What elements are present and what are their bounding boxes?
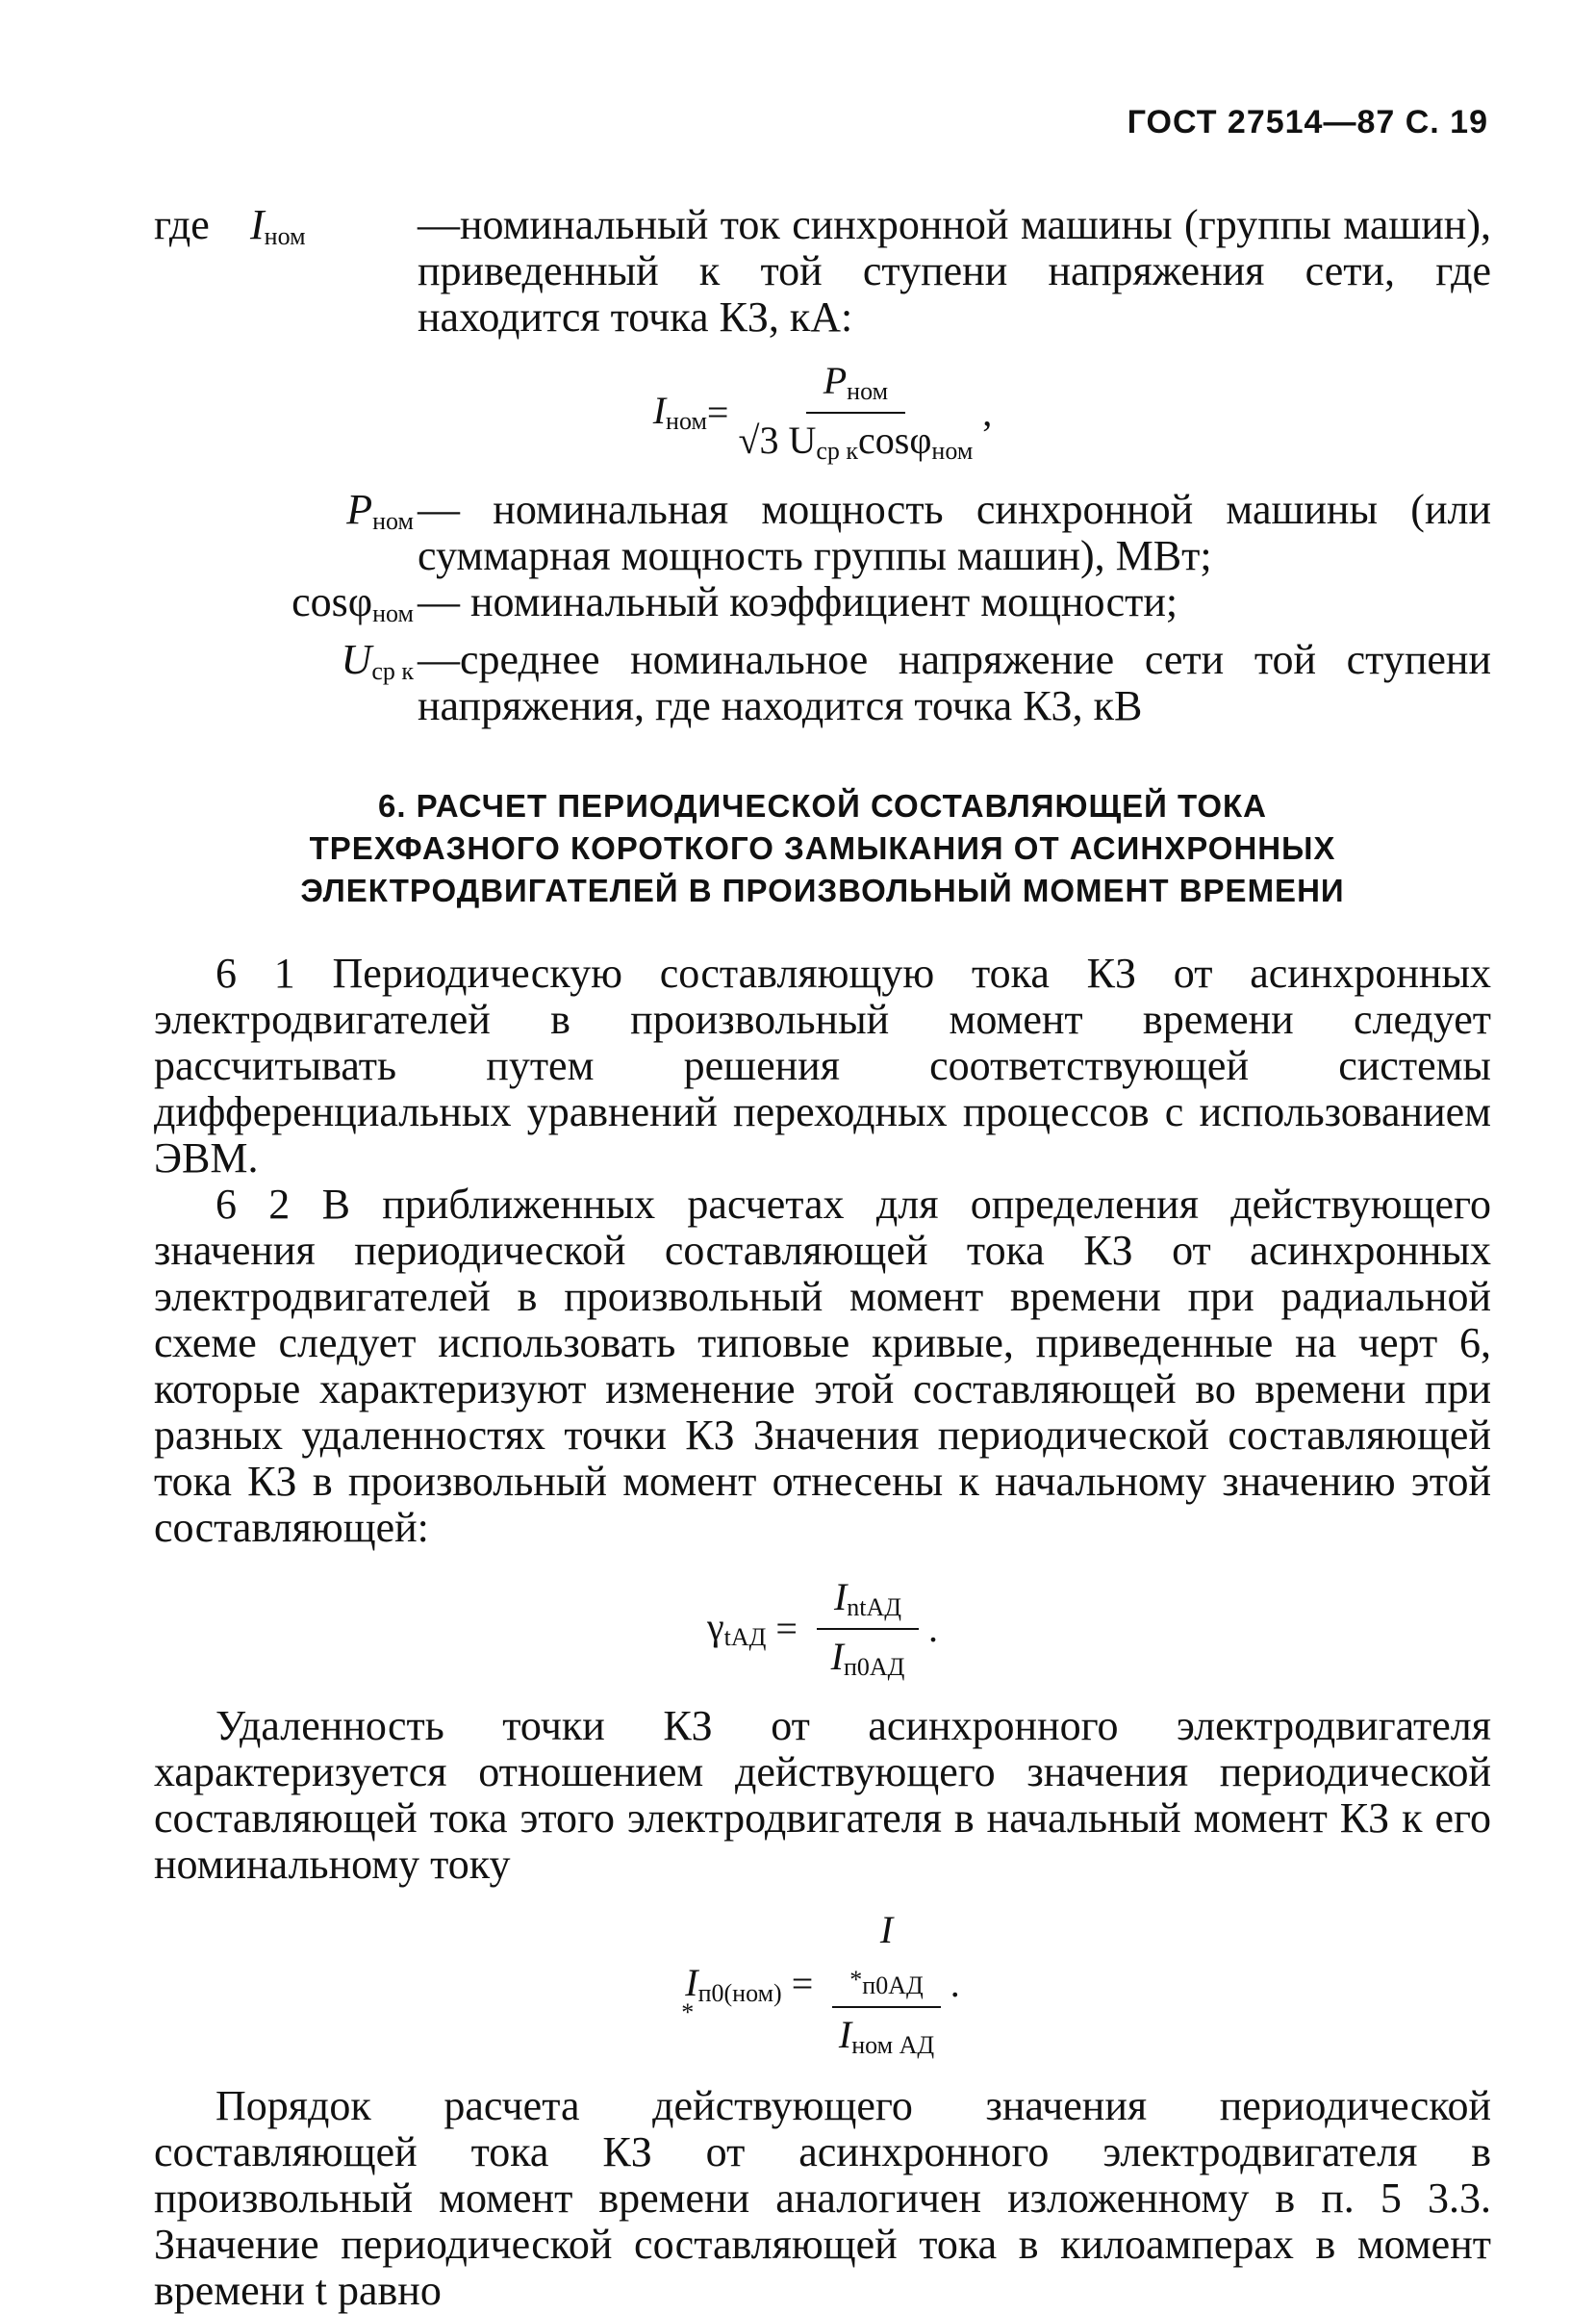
den-tail: cosφ bbox=[858, 419, 932, 462]
definition-symbol bbox=[154, 202, 418, 260]
formula-equals: = bbox=[791, 1962, 814, 2005]
formula-fraction bbox=[817, 1574, 919, 1682]
symbol-subscript: ср к bbox=[371, 657, 414, 685]
paragraph-order: Порядок расчета действующего значения периодической составляющей тока КЗ от асинхронного электродвигателя в произвольный момент времени аналогичен изложенному в п. 5 3.3. Значение периодической составляющей тока в килоамперах в момент времени t равно bbox=[154, 2082, 1491, 2314]
formula-lhs-letter: I bbox=[652, 389, 667, 432]
heading-line: 6. РАСЧЕТ ПЕРИОДИЧЕСКОЙ СОСТАВЛЯЮЩЕЙ ТОКА bbox=[377, 788, 1267, 824]
fraction-numerator bbox=[832, 1907, 940, 2008]
definition-text: — номинальный коэффициент мощности; bbox=[418, 578, 1178, 625]
definition-inom bbox=[154, 202, 1491, 341]
formula-lhs-sub: п0(ном) bbox=[697, 1978, 782, 2007]
formula-end: , bbox=[982, 390, 993, 434]
symbol-subscript: ном bbox=[264, 222, 306, 250]
section-heading bbox=[154, 785, 1491, 912]
heading-line: ЭЛЕКТРОДВИГАТЕЛЕЙ В ПРОИЗВОЛЬНЫЙ МОМЕНТ ВРЕМЕНИ bbox=[300, 873, 1345, 908]
formula-lhs bbox=[681, 1960, 782, 2026]
definition-text: —номинальный ток синхронной машины (группы машин), приведенный к той ступени напряжения сети, где находится точка КЗ, кА: bbox=[418, 201, 1491, 341]
symbol-letter: I bbox=[250, 201, 265, 248]
num-sub: ном bbox=[847, 377, 889, 405]
definition-symbol bbox=[154, 579, 418, 637]
star-marker: * bbox=[849, 1966, 863, 1994]
den-letter: I bbox=[838, 2013, 852, 2056]
heading-line: ТРЕХФАЗНОГО КОРОТКОГО ЗАМЫКАНИЯ ОТ АСИНХРОННЫХ bbox=[309, 830, 1336, 866]
formula-lhs bbox=[653, 388, 707, 436]
num-letter: I bbox=[879, 1908, 894, 1951]
formula-lhs bbox=[707, 1604, 766, 1652]
formula-relative-current bbox=[154, 1907, 1491, 2060]
symbol-subscript: ном bbox=[372, 507, 414, 535]
den-sub: ном АД bbox=[851, 2031, 935, 2059]
formula-equals: = bbox=[706, 390, 729, 434]
formula-lhs-letter: γ bbox=[706, 1605, 724, 1648]
formula-inom bbox=[154, 358, 1491, 466]
den-letter: I bbox=[830, 1635, 844, 1678]
symbol-letter: cosφ bbox=[291, 578, 373, 625]
page-header: ГОСТ 27514—87 С. 19 bbox=[1127, 104, 1488, 140]
definition-symbol bbox=[154, 637, 418, 695]
formula-lhs-sub: ном bbox=[666, 407, 707, 435]
paragraph-6-1: 6 1 Периодическую составляющую тока КЗ от асинхронных электродвигателей в произвольный момент времени следует рассчитывать путем решения соответствующей системы дифференциальных уравнений переходных процессов с использованием ЭВМ. bbox=[154, 950, 1491, 1182]
formula-lhs-sub: tАД bbox=[723, 1623, 767, 1651]
den-tail-sub: ном bbox=[931, 437, 974, 465]
den-main: √3 U bbox=[738, 419, 817, 462]
definition-symbol bbox=[154, 487, 418, 545]
symbol-letter: P bbox=[346, 486, 373, 533]
paragraph-remoteness: Удаленность точки КЗ от асинхронного электродвигателя характеризуется отношением действующего значения периодической составляющей тока этого электродвигателя в начальный момент КЗ к его номинальному току bbox=[154, 1702, 1491, 1888]
formula-end: . bbox=[950, 1962, 960, 2005]
fraction-numerator bbox=[806, 358, 905, 414]
formula-fraction bbox=[738, 358, 973, 466]
symbol-subscript: ном bbox=[372, 599, 414, 627]
definition-cosphi bbox=[154, 579, 1491, 637]
formula-lhs-letter: I bbox=[685, 1960, 698, 2004]
paragraph-6-2: 6 2 В приближенных расчетах для определения действующего значения периодической составляющей тока КЗ от асинхронных электродвигателей в произвольный момент времени при радиальной схеме следует использовать типовые кривые, приведенные на черт 6, которые характеризуют изменение этой составляющей во времени при разных удаленностях точки КЗ Значения периодической составляющей тока КЗ в произвольный момент отнесены к начальному значению этой составляющей: bbox=[154, 1181, 1491, 1551]
definition-ucpk bbox=[154, 637, 1491, 729]
formula-end: . bbox=[928, 1606, 939, 1650]
formula-equals: = bbox=[775, 1606, 798, 1650]
definition-text: —среднее номинальное напряжение сети той ступени напряжения, где находится точка КЗ, кВ bbox=[418, 636, 1491, 729]
formula-fraction bbox=[832, 1907, 940, 2060]
page-content bbox=[154, 202, 1491, 2314]
fraction-numerator bbox=[817, 1574, 919, 1630]
symbol-letter: U bbox=[341, 636, 372, 683]
den-sub: п0АД bbox=[843, 1653, 905, 1681]
num-sub: п0АД bbox=[862, 1971, 924, 1999]
formula-gamma bbox=[154, 1574, 1491, 1682]
num-sub: ntАД bbox=[847, 1593, 902, 1621]
where-word: где bbox=[154, 201, 210, 248]
num-letter: I bbox=[833, 1575, 848, 1618]
fraction-denominator bbox=[738, 414, 973, 466]
definition-text: — номинальная мощность синхронной машины (или суммарная мощность группы машин), МВт; bbox=[418, 486, 1491, 579]
star-marker: * bbox=[681, 1997, 695, 2026]
fraction-denominator bbox=[839, 2008, 934, 2060]
den-sub: ср к bbox=[816, 437, 858, 465]
fraction-denominator bbox=[831, 1630, 905, 1682]
num-letter: P bbox=[823, 359, 848, 402]
definition-pnom bbox=[154, 487, 1491, 579]
